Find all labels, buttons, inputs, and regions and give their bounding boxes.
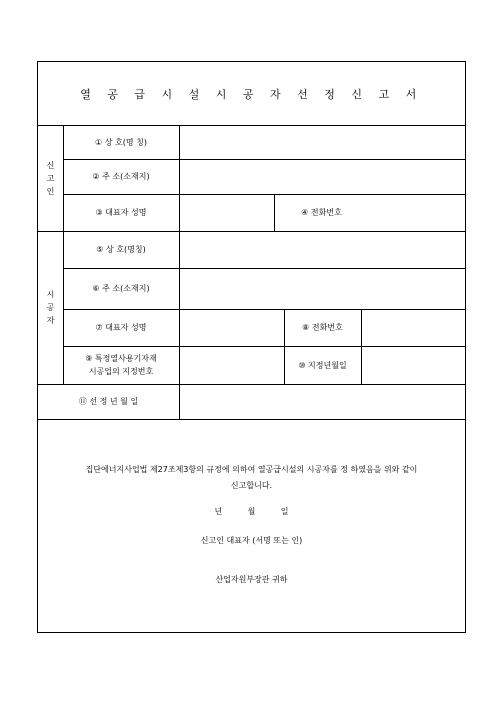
contractor-phone-label: ⑧ 전화번호 (302, 323, 343, 332)
contractor-reg-no-label: ⑨ 특정열사용기자재 시공업의 지정번호 (85, 354, 157, 376)
contractor-name-field[interactable] (179, 231, 465, 268)
declaration-text: 집단에너지사업법 제27조제3항의 규정에 의하여 열공급시설의 시공자를 정 하였음을 위와 같이 신고합니다. (85, 465, 418, 490)
reporter-name-label: ① 상 호(명 칭) (95, 137, 147, 147)
selection-date-field[interactable] (179, 384, 465, 419)
contractor-reg-date-field[interactable] (361, 346, 465, 384)
declaration-signer: 신고인 대표자 (서명 또는 인) (200, 536, 303, 545)
contractor-reg-no-field[interactable] (179, 346, 284, 384)
reporter-phone-label: ④ 전화번호 (301, 208, 342, 217)
contractor-rep-name-label: ⑦ 대표자 성명 (95, 323, 147, 332)
reporter-address-label: ② 주 소(소재지) (92, 172, 150, 181)
divider (38, 419, 465, 420)
reporter-rep-name-label: ③ 대표자 성명 (95, 208, 147, 217)
contractor-address-field[interactable] (179, 268, 465, 309)
reporter-section-label: 신 고 인 (46, 160, 55, 196)
contractor-address-label: ⑥ 주 소(소재지) (92, 284, 150, 293)
declaration-date: 년 월 일 (214, 507, 289, 516)
contractor-rep-name-field[interactable] (179, 309, 284, 346)
reporter-address-field[interactable] (179, 159, 465, 194)
reporter-phone-field[interactable] (369, 194, 465, 231)
reporter-name-field[interactable] (179, 125, 465, 159)
contractor-section-label: 시 공 자 (46, 290, 55, 325)
contractor-name-label: ⑤ 상 호(명칭) (96, 245, 146, 254)
declaration-addressee: 산업자원부장관 귀하 (215, 575, 288, 584)
report-form (37, 61, 466, 633)
form-title: 열 공 급 시 설 시 공 자 선 정 신 고 서 (80, 87, 423, 101)
contractor-phone-field[interactable] (361, 309, 465, 346)
reporter-rep-name-field[interactable] (179, 194, 274, 231)
contractor-reg-date-label: ⑩ 지정년월일 (298, 360, 347, 370)
selection-date-label: ⑪ 선 정 년 월 일 (78, 397, 139, 406)
